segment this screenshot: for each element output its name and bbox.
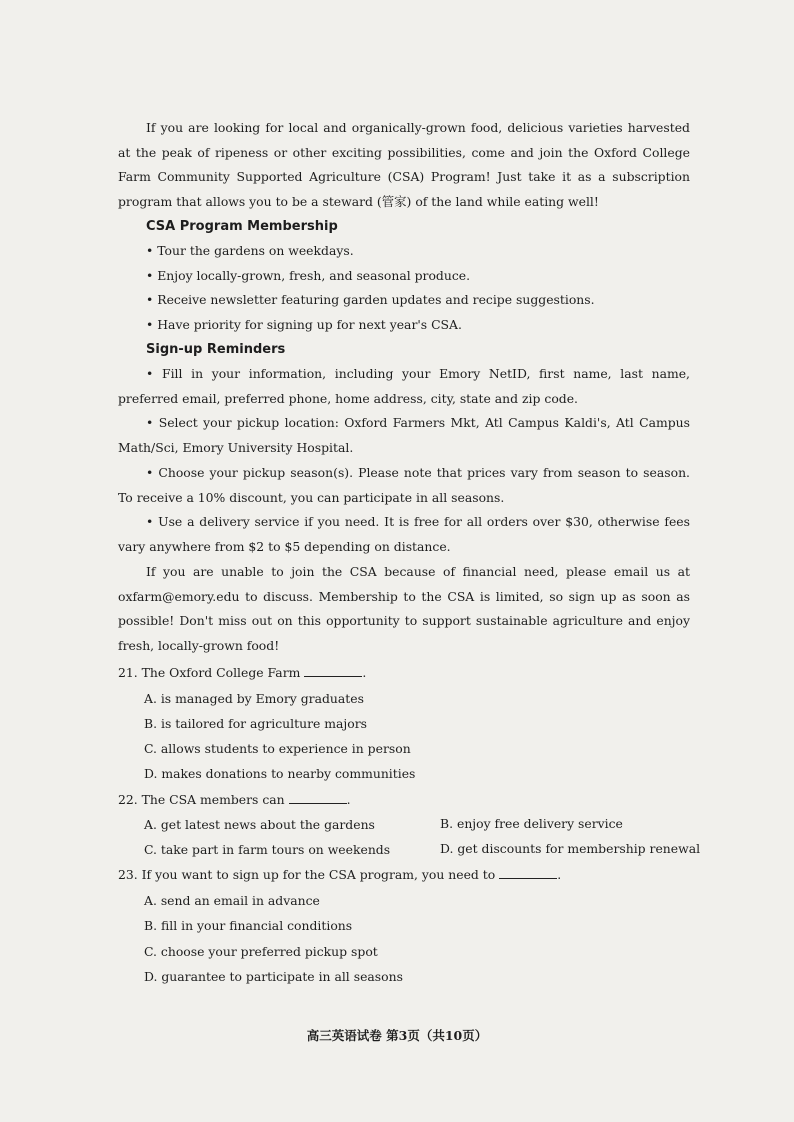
intro-text: If you are looking for local and organically-grown food, delicious varieties harvested at the peak of ripeness or other exciting possibilities, come and join the Oxford College Farm Community Supported Agriculture (CSA) Program! Just take it as a subscription program that allows you to be a steward (管家) of the land while eating well! [118,120,690,209]
signup-item-text: • Fill in your information, including your Emory NetID, first name, last name, preferred email, preferred phone, home address, city, state and zip code. [118,366,690,406]
option-23b: B. fill in your financial conditions [144,918,353,933]
question-22 [118,792,351,807]
question-stem: 23. If you want to sign up for the CSA program, you need to [118,867,496,882]
signup-item [118,510,690,559]
question-stem: 21. The Oxford College Farm [118,665,301,680]
option-21b: B. is tailored for agriculture majors [144,716,367,731]
option-21c: C. allows students to experience in person [144,741,411,756]
option-22d: D. get discounts for membership renewal [440,841,701,856]
question-21 [118,665,366,680]
option-23a: A. send an email in advance [144,893,320,908]
membership-heading: CSA Program Membership [146,219,338,234]
signup-item [118,362,690,411]
question-stem-end: . [362,665,367,680]
question-stem-end: . [346,792,351,807]
signup-item [118,411,690,460]
closing-paragraph [118,560,690,658]
closing-text: If you are unable to join the CSA because of financial need, please email us at oxfarm@emory.edu to discuss. Membership to the CSA is limited, so sign up as soon as possible! Don't miss out on this opportunity to support sustainable agriculture and enjoy fresh, locally-grown food! [118,564,690,653]
signup-item [118,461,690,510]
question-stem: 22. The CSA members can [118,792,285,807]
option-21d: D. makes donations to nearby communities [144,766,416,781]
page-footer: 高三英语试卷 第3页（共10页） [306,1028,488,1043]
answer-blank [499,867,557,879]
membership-item [118,239,690,264]
membership-item [118,288,690,313]
question-23 [118,867,561,882]
option-22c: C. take part in farm tours on weekends [144,842,391,857]
membership-item-text: • Have priority for signing up for next year's CSA. [146,317,462,332]
option-21a: A. is managed by Emory graduates [144,691,364,706]
signup-item-text: • Choose your pickup season(s). Please note that prices vary from season to season. To receive a 10% discount, you can participate in all seasons. [118,465,690,505]
option-23c: C. choose your preferred pickup spot [144,944,378,959]
option-22b: B. enjoy free delivery service [440,816,623,831]
membership-item-text: • Receive newsletter featuring garden updates and recipe suggestions. [146,292,595,307]
signup-item-text: • Use a delivery service if you need. It is free for all orders over $30, otherwise fees vary anywhere from $2 to $5 depending on distance. [118,514,690,554]
membership-item [118,313,690,338]
intro-paragraph [118,116,690,214]
signup-heading: Sign-up Reminders [146,342,286,357]
signup-item-text: • Select your pickup location: Oxford Farmers Mkt, Atl Campus Kaldi's, Atl Campus Math/Sci, Emory University Hospital. [118,415,690,455]
membership-item-text: • Tour the gardens on weekdays. [146,243,354,258]
membership-item [118,264,690,289]
answer-blank [304,665,362,677]
option-22a: A. get latest news about the gardens [144,817,375,832]
membership-item-text: • Enjoy locally-grown, fresh, and seasonal produce. [146,268,471,283]
question-stem-end: . [557,867,562,882]
option-23d: D. guarantee to participate in all seasons [144,969,403,984]
answer-blank [289,792,347,804]
